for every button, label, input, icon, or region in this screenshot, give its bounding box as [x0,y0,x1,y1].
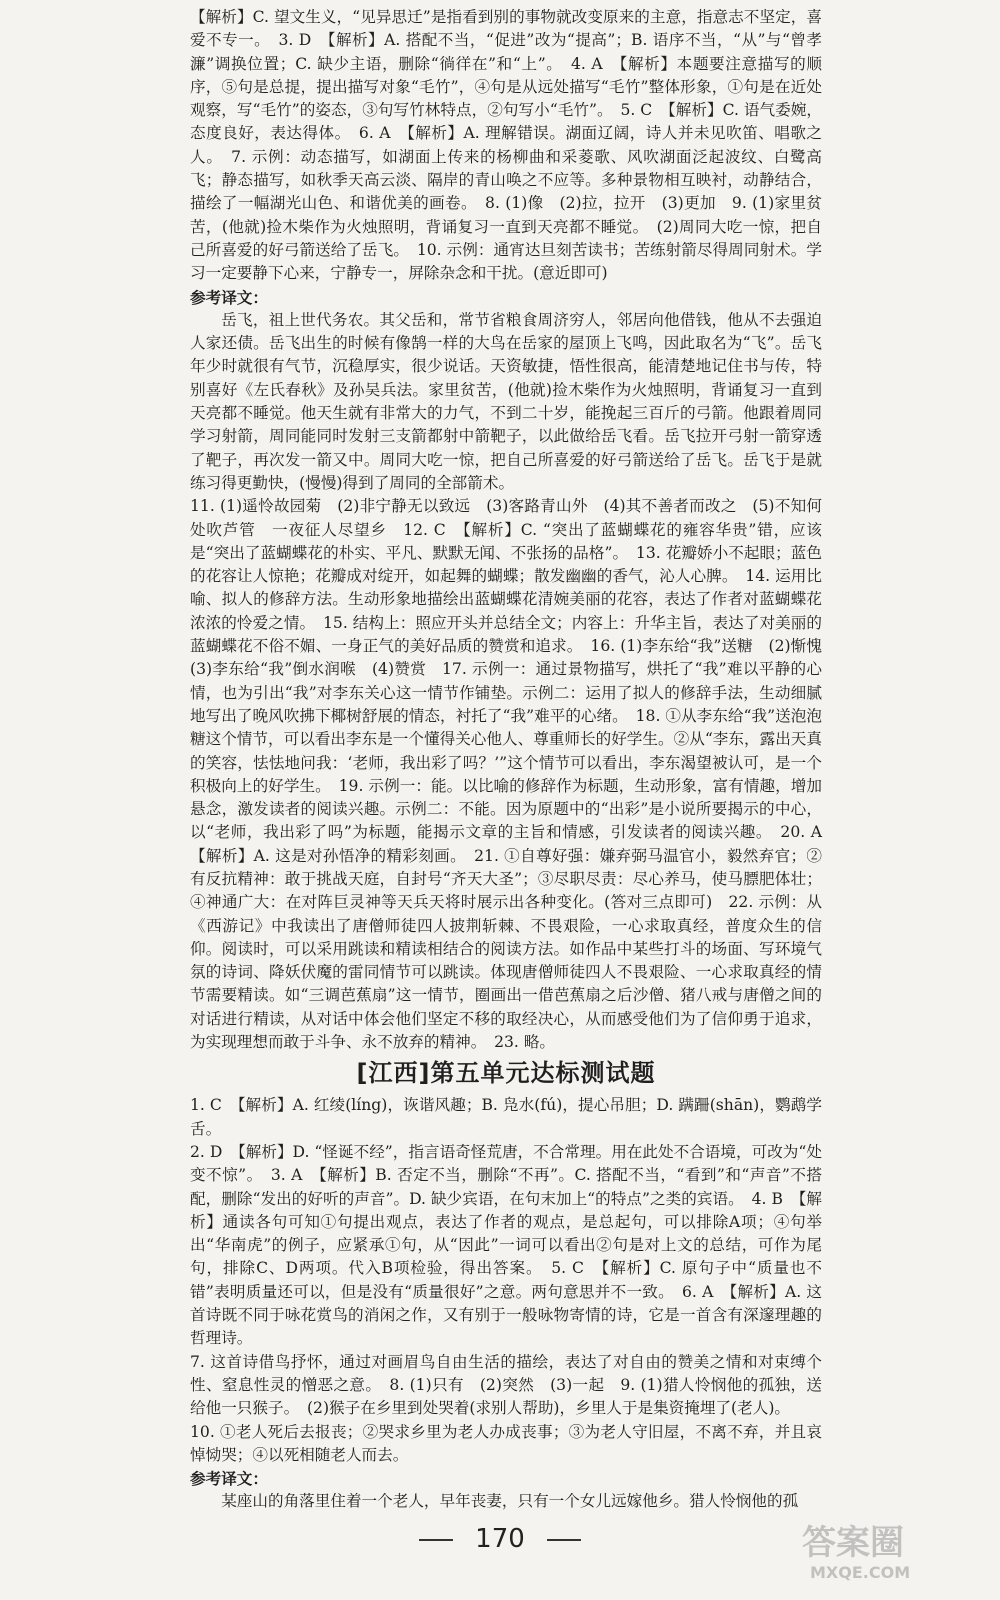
watermark-logo [798,1514,976,1584]
answers-unit5 [190,1094,822,1467]
answer-paragraph: 2. D 【解析】D. “怪诞不经”，指言语奇怪荒唐，不合常理。用在此处不合语境，可改为“处变不惊”。 3. A 【解析】B. 否定不当，删除“不再”。C. 搭配不当，“看到”和“声音”不搭配，删除“发出的好听的声音”。D. 缺少宾语，在句末加上“的特点”之类的宾语。 4. B 【解析】通读各句可知①句提出观点，表达了作者的观点，是总起句，可以排除A项；④句举出“华南虎”的例子，应紧承①句，从“因此”一词可以看出②句是对上文的总结，可作为尾句，排除C、D两项。代入B项检验，得出答案。 5. C 【解析】C. 原句子中“质量也不错”表明质量还可以，但是没有“质量很好”之意。两句意思并不一致。 6. A 【解析】A. 这首诗既不同于咏花赏鸟的消闲之作，又有别于一般咏物寄情的诗，它是一首含有深邃理趣的哲理诗。 [190,1142,822,1348]
answer-page [190,6,838,1514]
answer-paragraph: 【解析】C. 望文生义，“见异思迁”是指看到别的事物就改变原来的主意，指意志不坚定，喜爱不专一。 3. D 【解析】A. 搭配不当，“促进”改为“提高”；B. 语序不当，“从”与“曾孝濂”调换位置；C. 缺少主语，删除“徜徉在”和“上”。 4. A 【解析】本题要注意描写的顺序，⑤句是总提，提出描写对象“毛竹”，④句是从远处描写“毛竹”整体形象，①句是在近处观察，写“毛竹”的姿态，③句写竹林特点，②句写小“毛竹”。 5. C 【解析】C. 语气委婉，态度良好，表达得体。 6. A 【解析】A. 理解错误。湖面辽阔，诗人并未见吹笛、唱歌之人。 7. 示例：动态描写，如湖面上传来的杨柳曲和采菱歌、风吹湖面泛起波纹、白鹭高飞；静态描写，如秋季天高云淡、隔岸的青山唤之不应等。多种景物相互映衬，动静结合，描绘了一幅湖光山色、和谐优美的画卷。 8. (1)像 (2)拉，拉开 (3)更加 9. (1)家里贫苦，(他就)捡木柴作为火烛照明，背诵复习一直到天亮都不睡觉。 (2)周同大吃一惊，把自己所喜爱的好弓箭送给了岳飞。 10. 示例：通宵达旦刻苦读书；苦练射箭尽得周同射术。学习一定要静下心来，宁静专一，屏除杂念和干扰。(意近即可) [190,8,822,283]
page-number: 170 [475,1524,525,1554]
answer-paragraph: 1. C 【解析】A. 红绫(líng)，诙谐风趣；B. 凫水(fú)，提心吊胆；D. 蹒跚(shān)，鹦鹉学舌。 [190,1096,822,1138]
translation-paragraph: 岳飞，祖上世代务农。其父岳和，常节省粮食周济穷人，邻居向他借钱，他从不去强迫人家还债。岳飞出生的时候有像鹄一样的大鸟在岳家的屋顶上飞鸣，因此取名为“飞”。岳飞年少时就很有气节，沉稳厚实，很少说话。天资敏捷，悟性很高，能清楚地记住书与传，特别喜好《左氏春秋》及孙吴兵法。家里贫苦，(他就)捡木柴作为火烛照明，背诵复习一直到天亮都不睡觉。他天生就有非常大的力气，不到二十岁，能挽起三百斤的弓箭。他跟着周同学习射箭，周同能同时发射三支箭都射中箭靶子，以此做给岳飞看。岳飞拉开弓射一箭穿透了靶子，再次发一箭又中。周同大吃一惊，把自己所喜爱的好弓箭送给了岳飞。岳飞于是就练习得更勤快，(慢慢)得到了周同的全部箭术。 [190,310,822,492]
answers-unit4-part2 [190,495,838,1054]
reference-translation-label: 参考译文： [190,287,268,307]
footer-dash-right [547,1539,581,1541]
translation-paragraph: 某座山的角落里住着一个老人，早年丧妻，只有一个女儿远嫁他乡。猎人怜悯他的孤 [221,1492,799,1511]
section-title: [江西]第五单元达标测试题 [356,1059,656,1088]
answer-paragraph: 7. 这首诗借鸟抒怀，通过对画眉鸟自由生活的描绘，表达了对自由的赞美之情和对束缚个性、窒息性灵的憎恶之意。 8. (1)只有 (2)突然 (3)一起 9. (1)猎人怜悯他的孤独，送给他一只猴子。 (2)猴子在乡里到处哭着(求别人帮助)，乡里人于是集资掩埋了(老人)。 [190,1352,822,1418]
answers-unit4-part1 [190,6,822,286]
answer-paragraph: 11. (1)遥怜故园菊 (2)非宁静无以致远 (3)客路青山外 (4)其不善者而改之 (5)不知何处吹芦管 一夜征人尽望乡 12. C 【解析】C. “突出了蓝蝴蝶花的雍容华贵”错，应该是“突出了蓝蝴蝶花的朴实、平凡、默默无闻、不张扬的品格”。 13. 花瓣娇小不起眼；蓝色的花容让人惊艳；花瓣成对绽开，如起舞的蝴蝶；散发幽幽的香气，沁人心脾。 14. 运用比喻、拟人的修辞方法。生动形象地描绘出蓝蝴蝶花清婉美丽的花容，表达了作者对蓝蝴蝶花浓浓的怜爱之情。 15. 结构上：照应开头并总结全文；内容上：升华主旨，表达了对美丽的蓝蝴蝶花不俗不媚、一身正气的美好品质的赞赏和追求。 16. (1)李东给“我”送糖 (2)惭愧 (3)李东给“我”倒水润喉 (4)赞赏 17. 示例一：通过景物描写，烘托了“我”难以平静的心情，也为引出“我”对李东关心这一情节作铺垫。示例二：运用了拟人的修辞手法，生动细腻地写出了晚风吹拂下椰树舒展的情态，衬托了“我”难平的心绪。 18. ①从李东给“我”送泡泡糖这个情节，可以看出李东是一个懂得关心他人、尊重师长的好学生。②从“李东，露出天真的笑容，怯怯地问我：‘老师，我出彩了吗？’”这个情节可以看出，李东渴望被认可，是一个积极向上的好学生。 19. 示例一：能。以比喻的修辞作为标题，生动形象，富有情趣，增加悬念，激发读者的阅读兴趣。示例二：不能。因为原题中的“出彩”是小说所要揭示的中心，以“老师，我出彩了吗”为标题，能揭示文章的主旨和情感，引发读者的阅读兴趣。 20. A 【解析】A. 这是对孙悟净的精彩刻画。 21. ①自尊好强：嫌弃弼马温官小，毅然弃官；②有反抗精神：敢于挑战天庭，自封号“齐天大圣”；③尽职尽责：尽心养马，使马膘肥体壮；④神通广大：在对阵巨灵神等天兵天将时展示出各种变化。(答对三点即可) 22. 示例：从《西游记》中我读出了唐僧师徒四人披荆斩棘、不畏艰险，一心求取真经，普度众生的信仰。阅读时，可以采用跳读和精读相结合的阅读方法。如作品中某些打斗的场面、写环境气氛的诗词、降妖伏魔的雷同情节可以跳读。体现唐僧师徒四人不畏艰险、一心求取真经的情节需要精读。如“三调芭蕉扇”这一情节，圈画出一借芭蕉扇之后沙僧、猪八戒与唐僧之间的对话进行精读，从对话中体会他们坚定不移的取经决心，从而感受他们为了信仰勇于追求，为实现理想而敢于斗争、永不放弃的精神。 23. 略。 [190,497,838,1052]
answer-paragraph: 10. ①老人死后去报丧；②哭求乡里为老人办成丧事；③为老人守旧屋，不离不弃，并且哀悼恸哭；④以死相随老人而去。 [190,1422,822,1464]
reference-translation-label: 参考译文： [190,1469,268,1489]
reference-translation-yuefei [190,309,822,495]
watermark-en: MXQE.COM [810,1563,911,1582]
watermark-cn: 答案圈 [802,1523,904,1563]
reference-translation-hunter [190,1490,822,1513]
footer-dash-left [419,1539,453,1541]
